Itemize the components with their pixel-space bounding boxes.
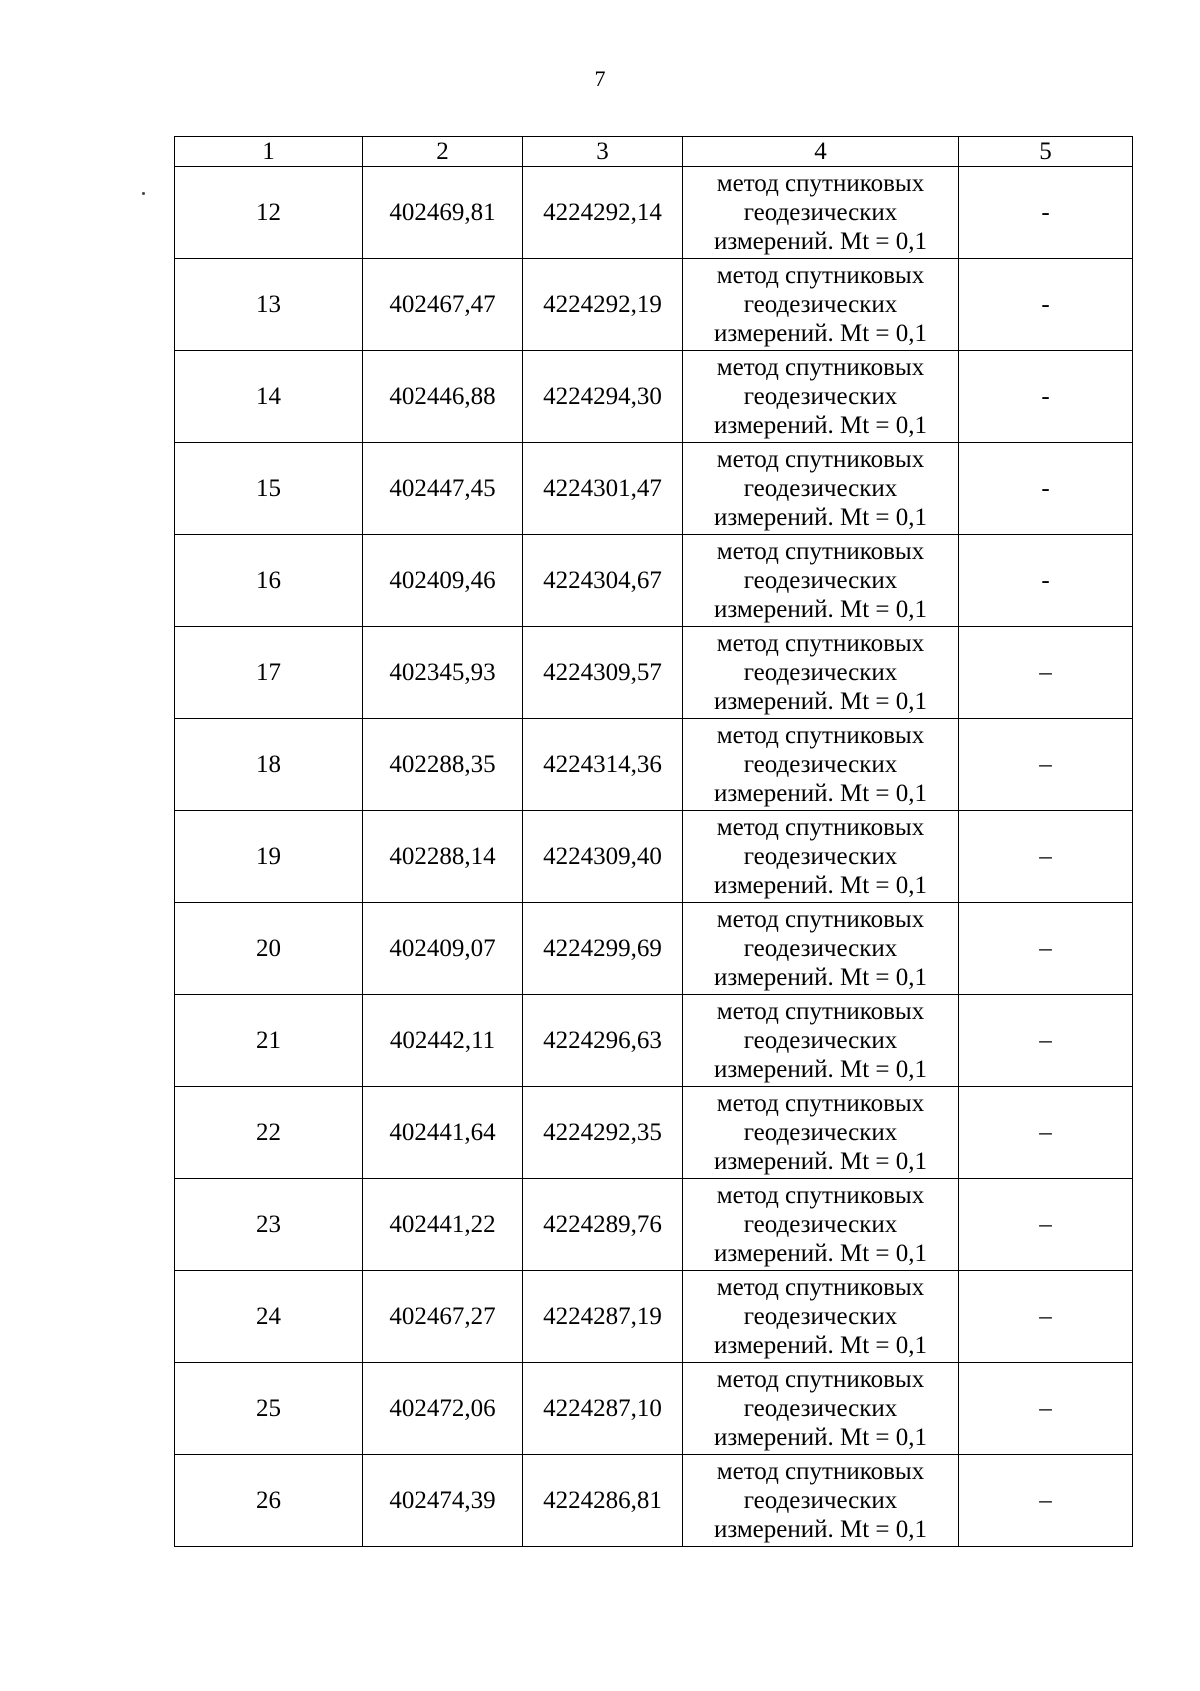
method-line: метод спутниковых [716, 354, 925, 381]
method-line: геодезических [743, 475, 898, 502]
method-line: измерений. Mt = 0,1 [713, 1056, 928, 1083]
y-coordinate-cell: 4224294,30 [523, 351, 683, 443]
table-row [175, 351, 1133, 443]
x-coordinate-cell: 402469,81 [363, 167, 523, 259]
point-number-cell: 15 [175, 443, 363, 535]
column-header-4: 4 [683, 137, 959, 167]
method-line: метод спутниковых [716, 998, 925, 1025]
y-coordinate-cell: 4224289,76 [523, 1179, 683, 1271]
method-line: метод спутниковых [716, 538, 925, 565]
method-line: метод спутниковых [716, 722, 925, 749]
x-coordinate-cell: 402472,06 [363, 1363, 523, 1455]
x-coordinate-cell: 402441,22 [363, 1179, 523, 1271]
table-row [175, 259, 1133, 351]
table-row [175, 719, 1133, 811]
note-cell: - [959, 259, 1133, 351]
method-line: геодезических [743, 843, 898, 870]
method-line: геодезических [743, 1027, 898, 1054]
method-line: геодезических [743, 199, 898, 226]
method-line: измерений. Mt = 0,1 [713, 412, 928, 439]
table-row [175, 811, 1133, 903]
method-line: измерений. Mt = 0,1 [713, 504, 928, 531]
method-line: измерений. Mt = 0,1 [713, 1332, 928, 1359]
method-line: метод спутниковых [716, 906, 925, 933]
coordinates-table [174, 136, 1133, 1547]
note-cell: – [959, 1455, 1133, 1547]
method-line: измерений. Mt = 0,1 [713, 872, 928, 899]
x-coordinate-cell: 402441,64 [363, 1087, 523, 1179]
table-header-row [175, 137, 1133, 167]
method-line: измерений. Mt = 0,1 [713, 780, 928, 807]
table-row [175, 1455, 1133, 1547]
y-coordinate-cell: 4224292,14 [523, 167, 683, 259]
method-line: метод спутниковых [716, 446, 925, 473]
method-line: метод спутниковых [716, 262, 925, 289]
y-coordinate-cell: 4224292,19 [523, 259, 683, 351]
method-line: геодезических [743, 1119, 898, 1146]
note-cell: - [959, 535, 1133, 627]
method-line: геодезических [743, 1211, 898, 1238]
x-coordinate-cell: 402288,14 [363, 811, 523, 903]
table-row [175, 1363, 1133, 1455]
x-coordinate-cell: 402288,35 [363, 719, 523, 811]
method-line: геодезических [743, 1303, 898, 1330]
note-cell: - [959, 443, 1133, 535]
method-line: геодезических [743, 291, 898, 318]
x-coordinate-cell: 402447,45 [363, 443, 523, 535]
point-number-cell: 22 [175, 1087, 363, 1179]
method-line: геодезических [743, 383, 898, 410]
method-cell [683, 1455, 959, 1547]
table-row [175, 535, 1133, 627]
note-cell: – [959, 1363, 1133, 1455]
y-coordinate-cell: 4224309,40 [523, 811, 683, 903]
note-cell: – [959, 1271, 1133, 1363]
method-line: измерений. Mt = 0,1 [713, 596, 928, 623]
method-line: метод спутниковых [716, 1274, 925, 1301]
method-cell [683, 443, 959, 535]
point-number-cell: 14 [175, 351, 363, 443]
y-coordinate-cell: 4224287,10 [523, 1363, 683, 1455]
x-coordinate-cell: 402409,46 [363, 535, 523, 627]
point-number-cell: 17 [175, 627, 363, 719]
table-row [175, 903, 1133, 995]
x-coordinate-cell: 402409,07 [363, 903, 523, 995]
method-cell [683, 259, 959, 351]
method-line: измерений. Mt = 0,1 [713, 228, 928, 255]
table-body [175, 167, 1133, 1547]
point-number-cell: 26 [175, 1455, 363, 1547]
method-cell [683, 535, 959, 627]
y-coordinate-cell: 4224299,69 [523, 903, 683, 995]
method-line: измерений. Mt = 0,1 [713, 1424, 928, 1451]
method-line: метод спутниковых [716, 1182, 925, 1209]
method-cell [683, 1179, 959, 1271]
point-number-cell: 24 [175, 1271, 363, 1363]
x-coordinate-cell: 402446,88 [363, 351, 523, 443]
point-number-cell: 16 [175, 535, 363, 627]
column-header-3: 3 [523, 137, 683, 167]
x-coordinate-cell: 402442,11 [363, 995, 523, 1087]
method-line: измерений. Mt = 0,1 [713, 1240, 928, 1267]
method-line: метод спутниковых [716, 170, 925, 197]
method-line: геодезических [743, 659, 898, 686]
method-line: метод спутниковых [716, 1458, 925, 1485]
table-row [175, 995, 1133, 1087]
y-coordinate-cell: 4224301,47 [523, 443, 683, 535]
method-cell [683, 995, 959, 1087]
column-header-1: 1 [175, 137, 363, 167]
y-coordinate-cell: 4224296,63 [523, 995, 683, 1087]
method-cell [683, 627, 959, 719]
table-row [175, 1271, 1133, 1363]
y-coordinate-cell: 4224292,35 [523, 1087, 683, 1179]
method-line: метод спутниковых [716, 1366, 925, 1393]
method-cell [683, 719, 959, 811]
method-line: метод спутниковых [716, 630, 925, 657]
point-number-cell: 13 [175, 259, 363, 351]
point-number-cell: 19 [175, 811, 363, 903]
point-number-cell: 23 [175, 1179, 363, 1271]
method-cell [683, 1271, 959, 1363]
table-row [175, 1179, 1133, 1271]
point-number-cell: 20 [175, 903, 363, 995]
method-line: измерений. Mt = 0,1 [713, 320, 928, 347]
y-coordinate-cell: 4224309,57 [523, 627, 683, 719]
y-coordinate-cell: 4224304,67 [523, 535, 683, 627]
note-cell: – [959, 1179, 1133, 1271]
method-line: геодезических [743, 1487, 898, 1514]
method-cell [683, 903, 959, 995]
method-line: геодезических [743, 567, 898, 594]
note-cell: – [959, 995, 1133, 1087]
note-cell: - [959, 351, 1133, 443]
table-row [175, 443, 1133, 535]
point-number-cell: 21 [175, 995, 363, 1087]
column-header-5: 5 [959, 137, 1133, 167]
note-cell: – [959, 1087, 1133, 1179]
method-line: геодезических [743, 1395, 898, 1422]
table-row [175, 627, 1133, 719]
scan-speck [142, 192, 145, 195]
method-cell [683, 351, 959, 443]
method-line: измерений. Mt = 0,1 [713, 1148, 928, 1175]
y-coordinate-cell: 4224286,81 [523, 1455, 683, 1547]
note-cell: – [959, 627, 1133, 719]
x-coordinate-cell: 402474,39 [363, 1455, 523, 1547]
point-number-cell: 12 [175, 167, 363, 259]
method-line: метод спутниковых [716, 1090, 925, 1117]
method-line: метод спутниковых [716, 814, 925, 841]
method-cell [683, 1363, 959, 1455]
x-coordinate-cell: 402345,93 [363, 627, 523, 719]
method-line: геодезических [743, 751, 898, 778]
method-line: измерений. Mt = 0,1 [713, 964, 928, 991]
y-coordinate-cell: 4224287,19 [523, 1271, 683, 1363]
note-cell: – [959, 719, 1133, 811]
note-cell: - [959, 167, 1133, 259]
y-coordinate-cell: 4224314,36 [523, 719, 683, 811]
note-cell: – [959, 811, 1133, 903]
note-cell: – [959, 903, 1133, 995]
method-cell [683, 1087, 959, 1179]
method-cell [683, 167, 959, 259]
x-coordinate-cell: 402467,47 [363, 259, 523, 351]
point-number-cell: 25 [175, 1363, 363, 1455]
page-number: 7 [594, 66, 606, 91]
column-header-2: 2 [363, 137, 523, 167]
method-cell [683, 811, 959, 903]
method-line: измерений. Mt = 0,1 [713, 688, 928, 715]
table-row [175, 167, 1133, 259]
point-number-cell: 18 [175, 719, 363, 811]
x-coordinate-cell: 402467,27 [363, 1271, 523, 1363]
table-row [175, 1087, 1133, 1179]
method-line: геодезических [743, 935, 898, 962]
method-line: измерений. Mt = 0,1 [713, 1516, 928, 1543]
